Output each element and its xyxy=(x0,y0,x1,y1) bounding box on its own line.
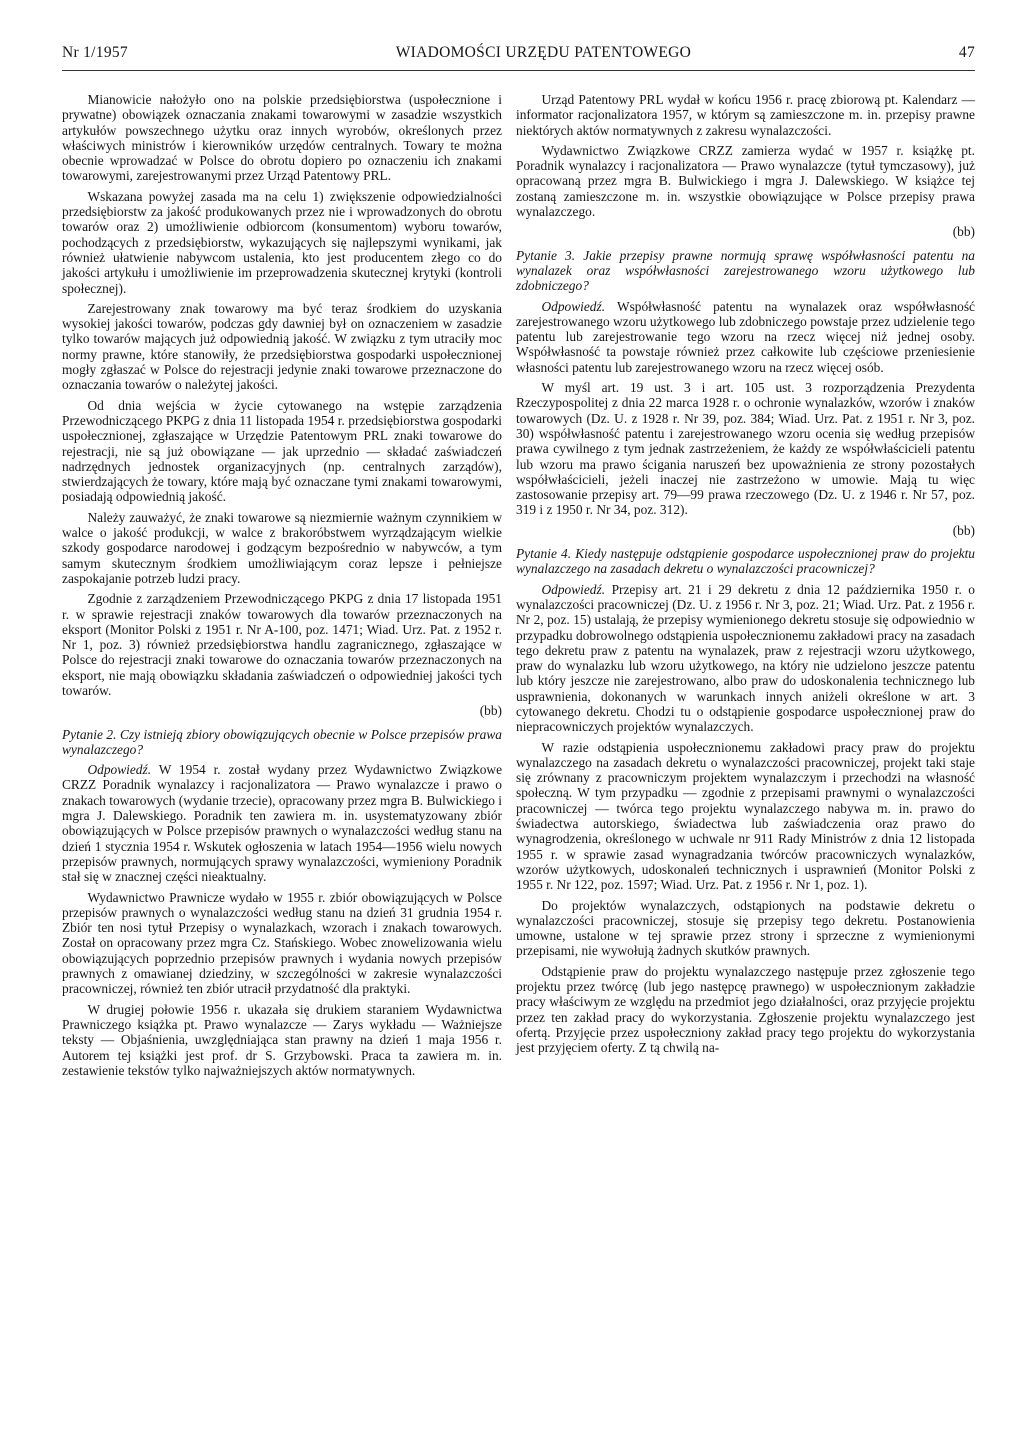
page-number: 47 xyxy=(958,44,975,61)
question-text: Kiedy następuje odstąpienie gospodarce uspołecznionej praw do projektu wynalazczego na zasadach dekretu o wynalazczości pracowniczej? xyxy=(516,546,976,577)
paragraph: Wydawnictwo Związkowe CRZZ zamierza wydać w 1957 r. książkę pt. Poradnik wynalazcy i racjonalizatora — Prawo wynalazcze (tytuł tymczasowy), już opracowaną przez mgra B. Bulwickiego i mgra J. Dalewskiego. W książce tej zostaną zamieszczone m. in. wszystkie obowiązujące w Polsce przepisy prawa wynalazczego. xyxy=(516,142,975,220)
paragraph: Zarejestrowany znak towarowy ma być teraz środkiem do uzyskania wysokiej jakości towarów, podczas gdy dawniej był on oznaczeniem w zasadzie tylko towarów mających już odpowiednią jakość. W związku z tym utraciły moc normy prawne, które stanowiły, że przedsiębiorstwa gospodarki uspołecznionej mogły zgłaszać w Polsce do rejestracji jedynie znaki towarowe przeznaczone do oznaczania towarów o należytej jakości. xyxy=(62,300,502,393)
paragraph: Do projektów wynalazczych, odstąpionych na podstawie dekretu o wynalazczości pracowniczej, stosuje się przepisy tego dekretu. Postanowienia umowne, ustalone w tej sprawie przez strony i sprzeczne z wymienionymi przepisami, nie wywołują żadnych skutków prawnych. xyxy=(516,897,975,959)
question-label: Pytanie 3. xyxy=(516,247,576,263)
right-column xyxy=(516,92,975,1061)
answer-text: Przepisy art. 21 i 29 dekretu z dnia 12 października 1950 r. o wynalazczości pracowniczej (Dz. U. z 1956 r. Nr 3, poz. 21; Wiad. Urz. Pat. z 1956 r. Nr 2, poz. 15) ustalają, że przepisy wymienionego dekretu stosuje się odpowiednio w przypadku dobrowolnego odstąpienia uspołecznionemu zakładowi pracy na zasadach tego dekretu praw z patentu na wynalazek, praw z rejestracji wzoru użytkowego, praw do wynalazku lub wzoru użytkowego, na który nie udzielono jeszcze patentu lub który jeszcze nie zarejestrowano, albo praw do udoskonalenia technicznego lub usprawnienia, dokonanych w warunkach innych aniżeli określone w art. 3 cytowanego dekretu. Chodzi tu o odstąpienie gospodarce uspołecznionej praw do niepracowniczych projektów wynalazczych. xyxy=(516,581,975,735)
author-initials: (bb) xyxy=(479,703,502,719)
answer-label: Odpowiedź. xyxy=(87,762,152,778)
paragraph: Od dnia wejścia w życie cytowanego na wstępie zarządzenia Przewodniczącego PKPG z dnia 11 listopada 1954 r. przedsiębiorstwa gospodarki uspołecznionej, zgłaszające w Urzędzie Patentowym PRL znaki towarowe do rejestracji, nie są już obowiązane — jak uprzednio — składać zaświadczeń nadrzędnych jednostek organizacyjnych (np. centralnych zarządów), stwierdzających że towary, które mają być oznaczane tymi znakami towarowymi, posiadają odpowiednią jakość. xyxy=(62,397,502,505)
question-3 xyxy=(516,248,975,294)
header-rule xyxy=(62,70,975,71)
left-column xyxy=(62,92,502,1083)
answer-text: Współwłasność patentu na wynalazek oraz współwłasność zarejestrowanego wzoru użytkowego lub zdobniczego powstaje przez udzielenie tego patentu lub zarejestrowanie tego wzoru na rzecz więcej niż jednej osoby. Współwłasność ta powstaje również przez całkowite lub częściowe przeniesienie własności patentu lub zarejestrowanego wzoru na rzecz więcej osób. xyxy=(516,298,975,375)
answer-3 xyxy=(516,299,975,375)
paragraph: Wskazana powyżej zasada ma na celu 1) zwiększenie odpowiedzialności przedsiębiorstw za jakość produkowanych przez nie i wprowadzonych do obrotu towarów oraz 2) umożliwienie odbiorcom (konsumentom) wyboru towarów, pochodzących z przedsiębiorstw, wykazujących się najlepszymi wynikami, jak również ułatwienie nabywcom ustalenia, kto jest producentem złego co do jakości artykułu i umożliwienie im przeprowadzenia skutecznej krytyki (kontroli społecznej). xyxy=(62,188,502,296)
question-text: Czy istnieją zbiory obowiązujących obecnie w Polsce przepisów prawa wynalazczego? xyxy=(62,726,502,757)
page-header xyxy=(62,44,975,62)
paragraph: Należy zauważyć, że znaki towarowe są niezmiernie ważnym czynnikiem w walce o jakość produkcji, w walce z brakoróbstwem wyrządzającym wielkie szkody gospodarce narodowej i godzącym bezpośrednio w nabywców, a tym samym skutecznym środkiem umożliwiającym coraz lepsze i pełniejsze zaspokajanie potrzeb ludzi pracy. xyxy=(62,509,502,586)
question-label: Pytanie 4. xyxy=(516,546,572,562)
question-4 xyxy=(516,546,975,577)
question-text: Jakie przepisy prawne normują sprawę współwłasności patentu na wynalazek oraz współwłasności zarejestrowanego wzoru użytkowego lub zdobniczego? xyxy=(516,247,976,294)
author-initials: (bb) xyxy=(952,224,975,240)
paragraph: W razie odstąpienia uspołecznionemu zakładowi pracy praw do projektu wynalazczego na zasadach dekretu o wynalazczości pracowniczej, projekt taki staje się zrównany z pracowniczym projektem wynalazczym i przechodzi na własność społeczną. W tym przypadku — zgodnie z przepisami prawnymi o wynalazczości pracowniczej — twórca tego projektu wynalazczego nabywa m. in. prawo do świadectwa autorskiego, świadectwa lub zaświadczenia oraz prawo do wynagrodzenia, określonego w uchwale nr 911 Rady Ministrów z dnia 12 listopada 1955 r. w sprawie zasad wynagradzania twórców pracowniczych wynalazków, wzorów użytkowych, udoskonaleń technicznych i usprawnień (Monitor Polski z 1955 r. Nr 122, poz. 1597; Wiad. Urz. Pat. z 1956 r. Nr 1, poz. 1). xyxy=(516,739,975,893)
paragraph: Wydawnictwo Prawnicze wydało w 1955 r. zbiór obowiązujących w Polsce przepisów prawnych o wynalazczości według stanu na dzień 31 grudnia 1954 r. Zbiór ten nosi tytuł Przepisy o wynalazkach, wzorach i znakach towarowych. Został on opracowany przez mgra Cz. Stańskiego. Wobec znowelizowania wielu obowiązujących poprzednio przepisów prawnych i wydania nowych przepisów prawnych z omawianej dziedziny, w szczególności w zakresie wynalazczości pracowniczej, również ten zbiór utracił przydatność dla praktyki. xyxy=(62,889,502,997)
paragraph: Odstąpienie praw do projektu wynalazczego następuje przez zgłoszenie tego projektu przez twórcę (lub jego następcę prawnego) w uspołecznionym zakładzie pracy właściwym ze względu na przedmiot jego działalności, oraz przyjęcie projektu przez ten zakład pracy do wykorzystania. Zgłoszenie projektu wynalazczego jest ofertą. Przyjęcie przez uspołeczniony zakład pracy tego projektu do wykorzystania jest przyjęciem oferty. Z tą chwilą na- xyxy=(516,963,975,1056)
paragraph: W drugiej połowie 1956 r. ukazała się drukiem staraniem Wydawnictwa Prawniczego książka pt. Prawo wynalazcze — Zarys wykładu — Ważniejsze teksty — Objaśnienia, uwzględniająca stan prawny na dzień 1 maja 1956 r. Autorem tej książki jest prof. dr S. Grzybowski. Praca ta zawiera m. in. zestawienie tekstów tylko najważniejszych aktów normatywnych. xyxy=(62,1001,502,1078)
paragraph: Mianowicie nałożyło ono na polskie przedsiębiorstwa (uspołecznione i prywatne) obowiązek oznaczania znakami towarowymi w zasadzie wszystkich artykułów powszechnego użytku oraz innych wyrobów, określonych przez właściwych ministrów i kierowników urzędów centralnych. Towary te można obecnie wprowadzać w Polsce do obrotu dopiero po oznaczeniu ich znakami towarowymi, zarejestrowanymi przez Urząd Patentowy PRL. xyxy=(62,92,502,184)
paragraph: Urząd Patentowy PRL wydał w końcu 1956 r. pracę zbiorową pt. Kalendarz — informator racjonalizatora 1957, w którym są zamieszczone m. in. przepisy prawne niektórych aktów normatywnych z zakresu wynalazczości. xyxy=(516,92,975,138)
author-initials: (bb) xyxy=(952,522,975,538)
answer-label: Odpowiedź. xyxy=(541,581,606,597)
journal-title: WIADOMOŚCI URZĘDU PATENTOWEGO xyxy=(395,44,692,61)
answer-label: Odpowiedź. xyxy=(541,298,606,314)
question-2 xyxy=(62,727,502,758)
answer-text: W 1954 r. został wydany przez Wydawnictwo Związkowe CRZZ Poradnik wynalazcy i racjonalizatora — Prawo wynalazcze i prawo o znakach towarowych (wydanie trzecie), opracowany przez mgra B. Bulwickiego i mgra J. Dalewskiego. Poradnik ten zawiera m. in. usystematyzowany zbiór obowiązujących w Polsce przepisów prawnych o wynalazczości według stanu na dzień 1 stycznia 1954 r. Wskutek ogłoszenia w latach 1954—1956 wielu nowych przepisów prawnych, normujących sprawy wynalazczości, wymieniony Poradnik stał się w znacznej części nieaktualny. xyxy=(62,762,503,885)
paragraph: Zgodnie z zarządzeniem Przewodniczącego PKPG z dnia 17 listopada 1951 r. w sprawie rejestracji znaków towarowych dla towarów przeznaczonych na eksport (Monitor Polski z 1951 r. Nr A-100, poz. 1471; Wiad. Urz. Pat. z 1952 r. Nr 1, poz. 3) również przedsiębiorstwa handlu zagranicznego, zgłaszające w Polsce do rejestracji znaki towarowe do oznaczania towarów przeznaczonych na eksport, nie mają obowiązku składania zaświadczeń o odpowiedniej jakości tych towarów. xyxy=(62,591,502,698)
answer-4 xyxy=(516,582,975,735)
paragraph: W myśl art. 19 ust. 3 i art. 105 ust. 3 rozporządzenia Prezydenta Rzeczypospolitej z dnia 22 marca 1928 r. o ochronie wynalazków, wzorów i znaków towarowych (Dz. U. z 1928 r. Nr 39, poz. 384; Wiad. Urz. Pat. z 1951 r. Nr 3, poz. 30) współwłasność patentu i zarejestrowanego wzoru ocenia się według przepisów prawa cywilnego z tym jednak zastrzeżeniem, że każdy ze współwłaścicieli patentu lub wzoru ma prawo ścigania naruszeń bez upoważnienia ze strony pozostałych współwłaścicieli, jeżeli inaczej nie zastrzeżono w umowie. Mają tu więc zastosowanie przepisy art. 79—99 prawa rzeczowego (Dz. U. z 1946 r. Nr 57, poz. 319 i z 1950 r. Nr 34, poz. 312). xyxy=(516,380,975,518)
question-label: Pytanie 2. xyxy=(62,726,117,742)
answer-2 xyxy=(62,762,502,884)
issue-number: Nr 1/1957 xyxy=(62,44,128,61)
